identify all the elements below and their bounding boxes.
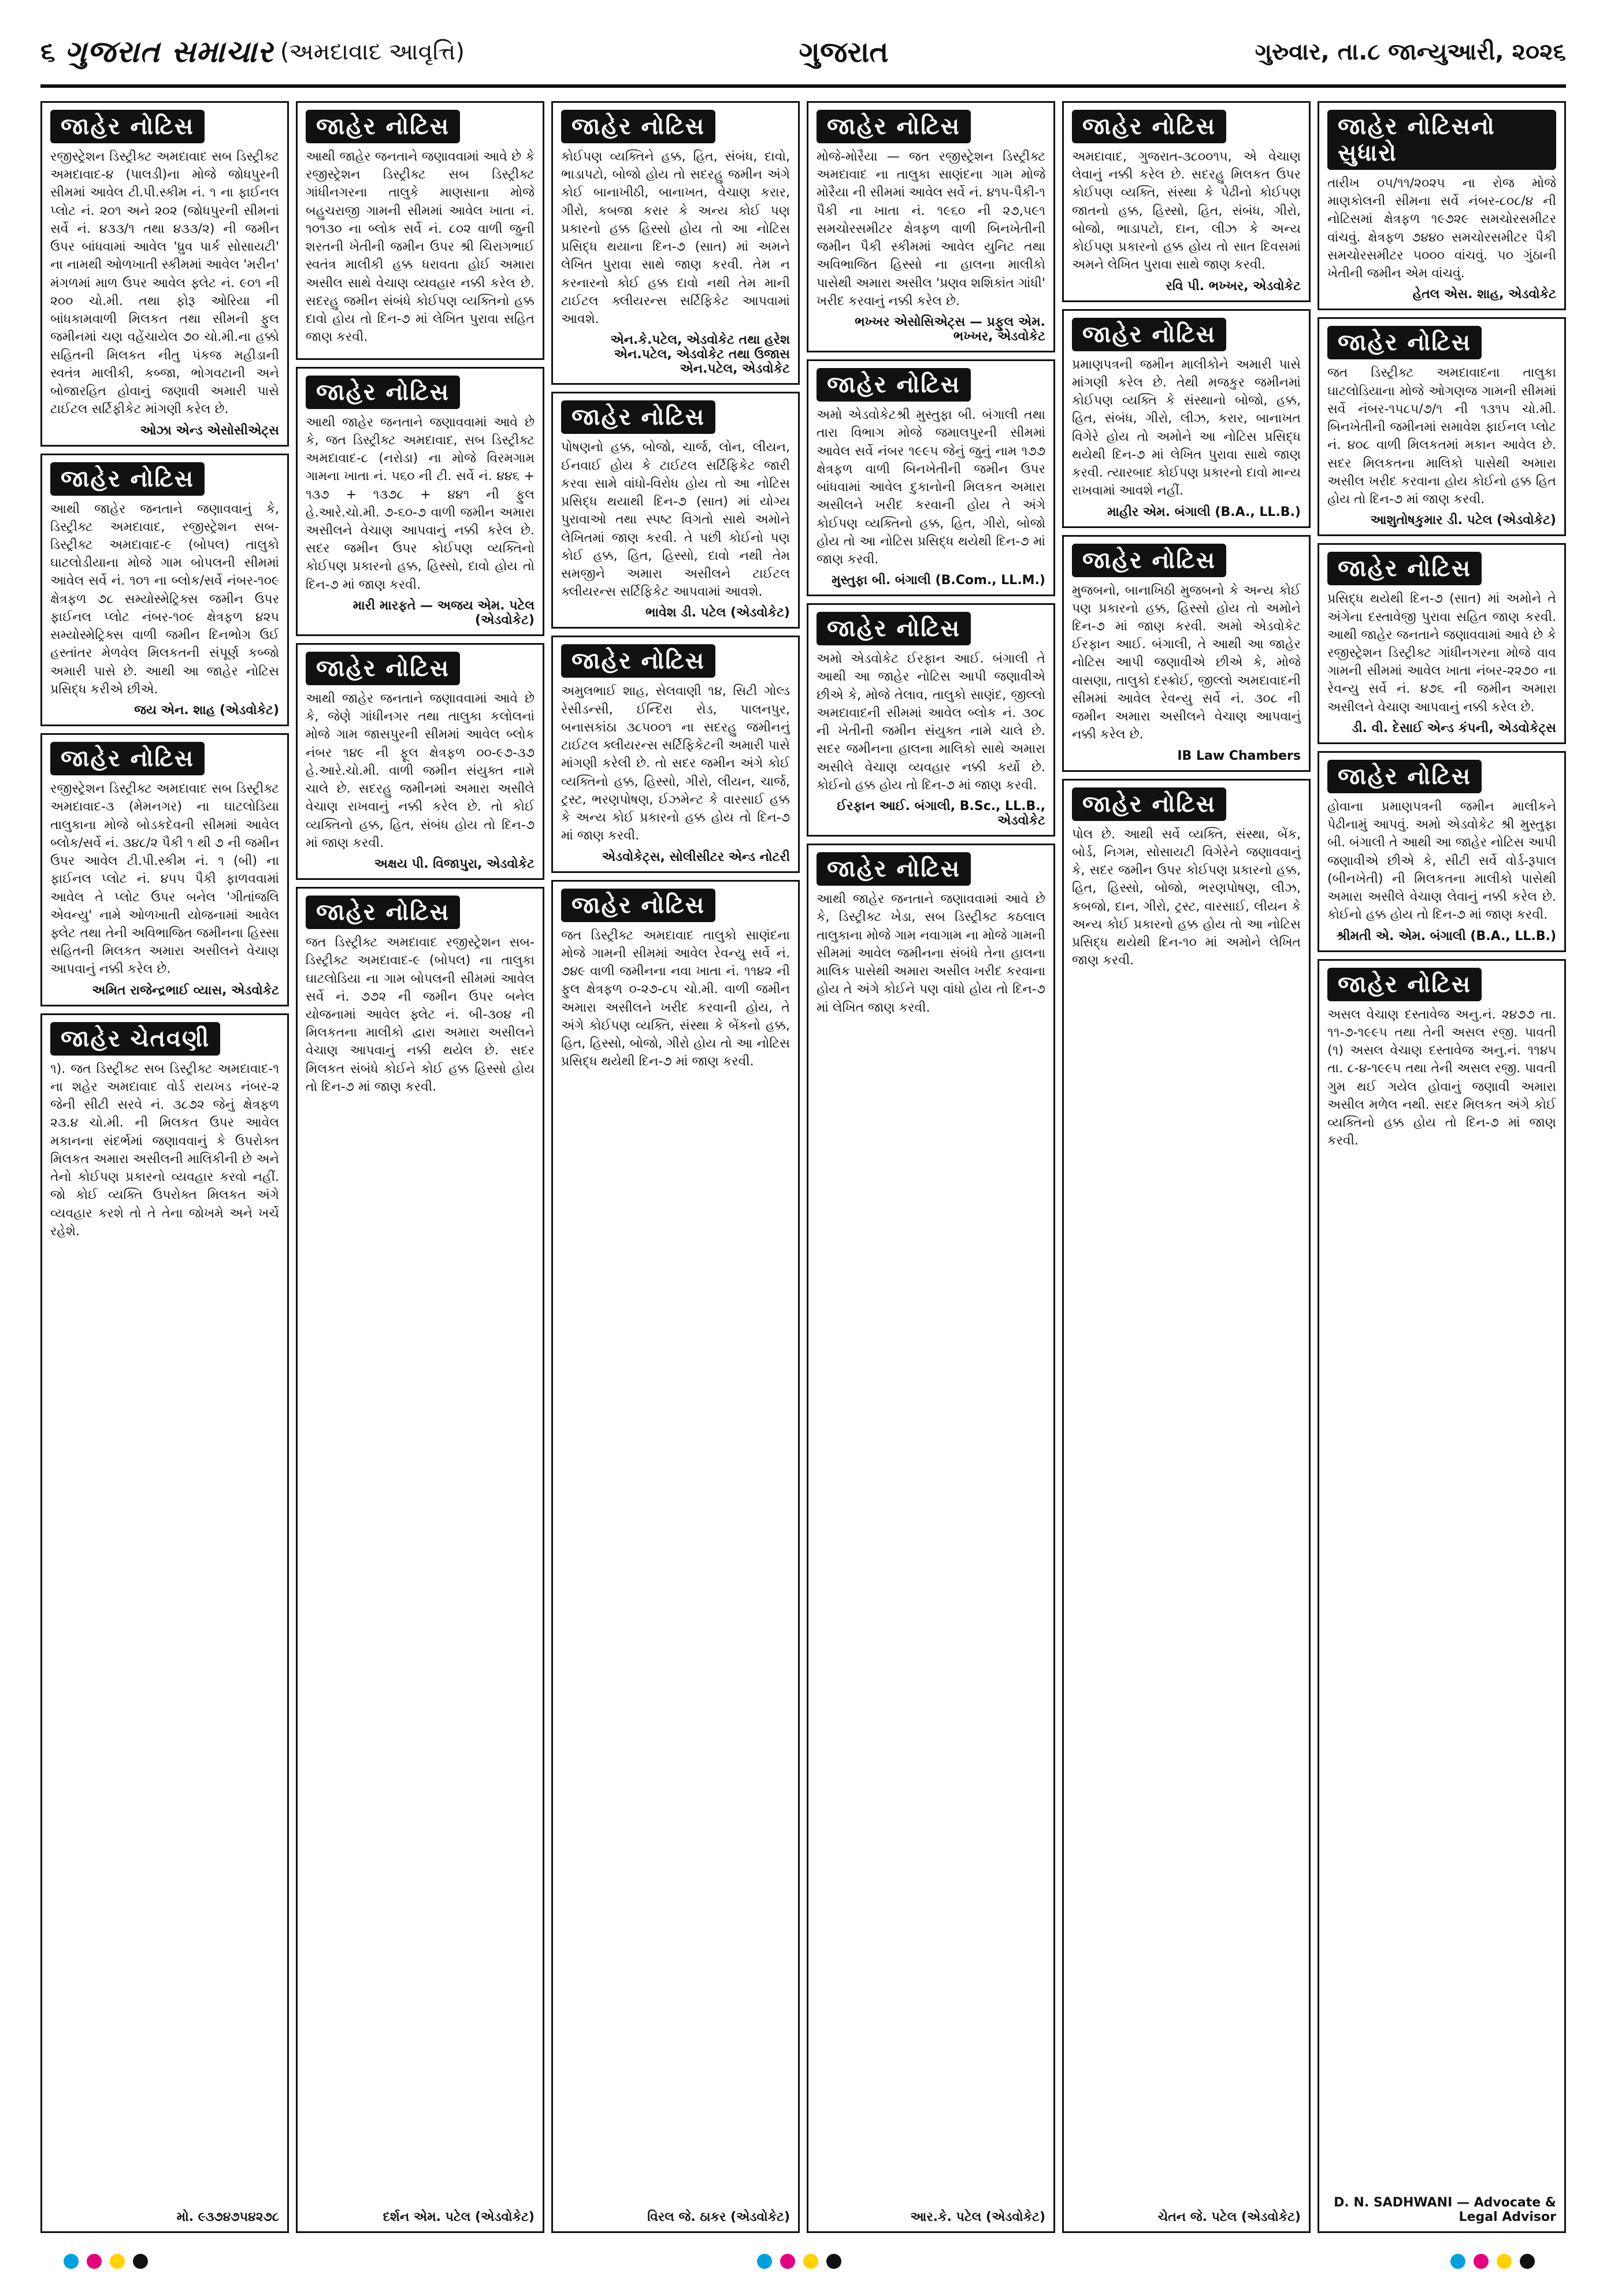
notice-body: જત ડિસ્ટ્રીક્ટ અમદાવાદ રજીસ્ટ્રેશન સબ-ડિસ્ટ્રીક્ટ અમદાવાદ-૯ (બોપલ) ના તાલુકા ઘાટલોડિયા ના ગામ બોપલની સીમમાં આવેલ સર્વે નં. ૭૭૨ ની જમીન ઉપર બનેલ યોજનામાં આવેલ ફ્લેટ નં. બી-૩૦૪ ની મિલકતના માલીકો દ્વારા અમારા અસીલને વેચાણ આપવાનું નક્કી થયેલ છે. સદર મિલકત સંબંધે કોઈને કોઈ હક્ક હિસ્સો હોય તો દિન-૭ માં જાણ કરવી. bbox=[306, 935, 535, 1094]
notice-body: અમુલભાઈ શાહ, સેલવાણી ૧૪, સિટી ગોલ્ડ રેસીડન્સી, ઈન્દિરા રોડ, પાલનપુર, બનાસકાંઠા ૩૮૫૦૦૧ ના સદરહુ જમીનનું ટાઈટલ ક્લીયરન્સ સર્ટિફિકેટની અમારી પાસે માંગણી કરેલી છે. તો સદર જમીન અંગે કોઈ વ્યક્તિનો હક્ક, હિસ્સો, ગીરો, લીયન, ચાર્જ, ટ્રસ્ટ, ભરણપોષણ, ઈઝમેન્ટ કે વારસાઈ હક્ક કે અન્ય કોઈ પ્રકારનો હક્ક હોય તો દિન-૭ માં જાણ કરવી. bbox=[561, 684, 790, 844]
notices-grid bbox=[40, 101, 1566, 2233]
notice-signature: વિરલ જે. ઠાકર (એડવોકેટ) bbox=[647, 2210, 790, 2224]
column-6 bbox=[1318, 101, 1566, 2233]
notice-heading: જાહેર નોટિસ bbox=[1072, 318, 1226, 351]
notice-signature: એન.કે.પટેલ, એડવોકેટ તથા હરેશ એન.પટેલ, એડવોકેટ તથા ઉજાસ એન.પટેલ, એડવોકેટ bbox=[610, 333, 790, 377]
notice bbox=[40, 733, 289, 1006]
notice-body: તારીખ ૦૫/૧૧/૨૦૨૫ ના રોજ મોજે માણકોલની સીમના સર્વે નંબર-૮૦૮/૪ ની નોટિસમાં ક્ષેત્રફળ ૧૯૭૨૯ સમચોરસમીટર વાંચવું. ક્ષેત્રફળ ૭૪૪૦ સમચોરસમીટર પૈકી સમચોરસમીટર ૫૦૦૦ વાંચવું. ૫૦ ગુંઠાની ખેતીની જમીન એમ વાંચવું. bbox=[1327, 176, 1556, 281]
notice-signature: મુસ્તુફા બી. બંગાલી (B.Com., LL.M.) bbox=[832, 573, 1045, 588]
notice-heading: જાહેર નોટિસ bbox=[561, 644, 715, 678]
notice-body: આથી જાહેર જનતાને જણાવવામાં આવે છે કે, ડિસ્ટ્રીક્ટ ખેડા, સબ ડિસ્ટ્રીક્ટ કઠલાલ તાલુકાના મોજે ગામ નવાગામ ના મોજે ગામની સીમમાં આવેલ જમીનના સંબંધે તેના હાલના માલિક પાસેથી અમારા અસીલ ખરીદ કરવાના હોય તે અંગે કોઈને પણ વાંધો હોય તો દિન-૭ માં લેખિત જાણ કરવી. bbox=[817, 892, 1045, 1015]
notice-heading: જાહેર નોટિસ bbox=[50, 110, 205, 143]
notice-signature: મારી મારફતે — અજય એમ. પટેલ (એડવોકેટ) bbox=[352, 598, 535, 627]
notice bbox=[296, 887, 544, 2233]
registration-dot bbox=[1520, 2254, 1535, 2269]
notice-heading: જાહેર નોટિસ bbox=[1072, 544, 1226, 577]
column-1 bbox=[40, 101, 289, 2233]
notice-body: આથી જાહેર જનતાને જણાવવામાં આવે છે કે, જેણે ગાંધીનગર તથા તાલુકા કલોલનાં મોજે ગામ જાસપુરની સીમમાં આવેલ બ્લોક નંબર ૧૪૯ ની ફૂલ ક્ષેત્રફળ ૦૦-૯૭-૩૭ હે.આરે.ચો.મી. વાળી જમીન સંયુક્ત નામે ચાલે છે. સદરહુ જમીનમાં અમારા અસીલે વેચાણ રાખવાનું નક્કી કરેલ છે. તો કોઈ વ્યક્તિનો હક્ક, હિત, સંબંધ હોય તો દિન-૭ માં જાણ કરવી. bbox=[306, 691, 535, 850]
notice-signature: રવિ પી. ભખ્ખર, એડવોકેટ bbox=[1166, 278, 1301, 293]
notice-heading: જાહેર નોટિસ bbox=[817, 852, 971, 886]
notice-heading: જાહેર નોટિસ bbox=[1327, 326, 1482, 359]
notice-signature: ભાવેશ ડી. પટેલ (એડવોકેટ) bbox=[645, 605, 790, 621]
notice-body: અમો એડવોકેટશ્રી મુસ્તુફા બી. બંગાલી તથા તારા વિભાગ મોજે જમાલપુરની સીમમાં આવેલ સર્વે નંબર ૧૯૯૫ જેનું જુનું નામ ૧૭૭ ક્ષેત્રફળ વાળી બિનખેતીની જમીન ઉપર બાંધવામાં આવેલ દુકાનોની મિલકત અમારા અસીલને ખરીદ કરવાની હોય તે અંગે કોઈપણ વ્યક્તિનો હક્ક, હિત, ગીરો, બોજો હોય તો આ નોટિસ પ્રસિદ્ધ થયેથી દિન-૭ માં જાણ કરવી. bbox=[817, 408, 1045, 567]
notice-body: મોજે-મોરૈયા — જત રજીસ્ટ્રેશન ડિસ્ટ્રીક્ટ અમદાવાદ ના તાલુકા સાણંદના ગામ મોજે મોરૈયા ની સીમમાં આવેલ સર્વે નં. ૪૧૫-પૈકી-૧ પૈકી ના ખાતા નં. ૧૯૬૦ ની ૨૭,૫૯૧ સમચોરસમીટર ક્ષેત્રફળ વાળી બિનખેતીની જમીન પૈકી સ્કીમમાં આવેલ યુનિટ તથા અવિભાજિત હિસ્સો ના હાલના માલીકો પાસેથી અમારા અસીલ 'પ્રણવ શશિકાંત ગાંધી' ખરીદ કરવાનું નક્કી કરેલ છે. bbox=[817, 150, 1045, 309]
notice-signature: અક્ષય પી. વિજાપુરા, એડવોકેટ bbox=[374, 857, 535, 872]
notice-signature: ઈરફાન આઈ. બંગાલી, B.Sc., LL.B., એડવોકેટ bbox=[837, 799, 1045, 829]
notice-body: જત ડિસ્ટ્રીક્ટ અમદાવાદના તાલુકા ઘાટલોડિયાના મોજે ઓગણજ ગામની સીમમાં સર્વે નંબર-૧૫૮૫/૭/૧ ની ૧૩૧૫ ચો.મી. બિનખેતીની જમીનમાં સમાવેશ ફાઈનલ પ્લોટ નં. ૪૦૮ વાળી મિલકતમાં મકાન આવેલ છે. સદર મિલકતના માલિકો પાસેથી અમારા અસીલ ખરીદ કરવાના હોય કોઈનો હક્ક હિત હોય તો દિન-૭ માં જાણ કરવી. bbox=[1327, 366, 1556, 507]
column-4 bbox=[807, 101, 1055, 2233]
notice bbox=[1318, 101, 1566, 310]
notice-body: આથી જાહેર જનતાને જણાવવામાં આવે છે કે રજીસ્ટ્રેશન ડિસ્ટ્રીક્ટ સબ ડિસ્ટ્રીક્ટ ગાંધીનગરના તાલુકે માણસાના મોજે બહુચરાજી ગામની સીમમાં આવેલ ખાતા નં. ૧૦૧૩૦ ના બ્લોક સર્વે નં. ૮૦૨ વાળી જુની શરતની ખેતીની જમીન ઉપર શ્રી ચિરાગભાઈ સ્વતંત્ર માલીકી હક્ક ધરાવતા હોઈ અમારા અસીલ સાથે વેચાણ વ્યવહાર નક્કી કરેલ છે. સદરહુ જમીન સંબંધે કોઈપણ વ્યક્તિનો હક્ક દાવો હોય તો દિન-૭ માં લેખિત પુરાવા સહિત જાણ કરવી. bbox=[306, 150, 535, 345]
notice-heading: જાહેર નોટિસ bbox=[50, 742, 205, 775]
notice-signature: અમિત રાજેન્દ્રભાઈ વ્યાસ, એડવોકેટ bbox=[92, 983, 279, 998]
notice-body: પ્રમાણપત્રની જમીન માલીકોને અમારી પાસે માંગણી કરેલ છે. તેથી મજકુર જમીનમાં કોઈપણ વ્યક્તિ કે સંસ્થાનો બોજો, હક્ક, હિત, સંબંધ, ગીરો, લીઝ, કરાર, બાનાખત વિગેરે હોય તો અમોને આ નોટિસ પ્રસિદ્ધ થયેથી દિન-૭ માં લેખિત પુરાવા સાથે જાણ કરવી. ત્યારબાદ કોઈપણ પ્રકારનો દાવો માન્ય રાખવામાં આવશે નહીં. bbox=[1072, 357, 1301, 499]
issue-date: ગુરુવાર, તા.૮ જાન્યુઆરી, ૨૦૨૬ bbox=[1255, 39, 1566, 65]
notice bbox=[1318, 751, 1566, 952]
edition-label: (અમદાવાદ આવૃત્તિ) bbox=[280, 39, 465, 65]
masthead-rule bbox=[40, 84, 1566, 88]
registration-dot bbox=[1450, 2254, 1465, 2269]
notice-heading: જાહેર નોટિસ bbox=[817, 368, 971, 402]
notice-heading: જાહેર નોટિસ bbox=[50, 462, 205, 496]
notice-heading: જાહેર નોટિસ bbox=[817, 110, 971, 143]
notice-signature: જય એન. શાહ (એડવોકેટ) bbox=[134, 703, 279, 718]
notice bbox=[807, 844, 1055, 2233]
registration-dot bbox=[110, 2254, 125, 2269]
notice-body: જત ડિસ્ટ્રીક્ટ અમદાવાદ તાલુકો સાણંદના મોજે ગામની સીમમાં આવેલ રેવન્યુ સર્વે નં. ૭૪૯ વાળી જમીનના નવા ખાતા નં. ૧૧૪૨ ની ફુલ ક્ષેત્રફળ ૦-૨૭-૮૫ ચો.મી. વાળી જમીન અમારા અસીલને ખરીદ કરવાની હોય, તે અંગે કોઈપણ વ્યક્તિ, સંસ્થા કે બેંકનો હક્ક, હિત, હિસ્સો, બોજો, ગીરો હોય તો આ નોટિસ પ્રસિદ્ધ થયેથી દિન-૭ માં જાણ કરવી. bbox=[561, 928, 790, 1069]
registration-dot bbox=[757, 2254, 772, 2269]
notice-heading: જાહેર નોટિસ bbox=[306, 652, 460, 685]
column-3 bbox=[551, 101, 800, 2233]
notice-body: હોવાના પ્રમાણપત્રની જમીન માલીકને પેઢીનામું આપવું. અમો એડવોકેટ શ્રી મુસ્તુફા બી. બંગાલી તે આથી આ જાહેર નોટિસ આપી જણાવીએ છીએ કે, સીટી સર્વે વોર્ડ-રૂપાલ (બીનખેતી) ની મિલકતના માલીકો પાસેથી અમારા અસીલે વેચાણ લેવાનું નક્કી કરેલ છે. કોઈનો હક્ક હોય તો દિન-૭ માં જાણ કરવી. bbox=[1327, 799, 1556, 923]
notice bbox=[1062, 779, 1311, 2233]
notice bbox=[1062, 535, 1311, 772]
notice-body: અસલ વેચાણ દસ્તાવેજ અનુ.નં. ૨૪૭૭ તા. ૧૧-૭-૧૯૯૫ તથા તેની અસલ રજી. પાવતી (૧) અસલ વેચાણ દસ્તાવેજ અનુ.નં. ૧૧૪૫ તા. ૮-૪-૧૯૯૫ તથા તેની અસલ રજી. પાવતી ગુમ થઈ ગયેલ હોવાનું જણાવી અમારા અસીલ મળેલ નથી. સદર મિલકત અંગે કોઈ વ્યક્તિનો હક્ક હોય તો દિન-૭ માં જાણ કરવી. bbox=[1327, 1007, 1556, 1149]
notice-heading: જાહેર નોટિસ bbox=[306, 110, 460, 143]
notice-heading: જાહેર નોટિસનો સુધારો bbox=[1327, 110, 1556, 170]
notice bbox=[1318, 543, 1566, 744]
notice bbox=[551, 636, 800, 872]
notice bbox=[807, 603, 1055, 837]
notice-body: મુજબનો, બાનાખિઠી મુજબનો કે અન્ય કોઈ પણ પ્રકારનો હક્ક, હિસ્સો હોય તો અમોને દિન-૭ માં જાણ કરવી. અમો એડવોકેટ ઈરફાન આઈ. બંગાલી, તે આથી આ જાહેર નોટિસ આપી જણાવીએ છીએ કે, મોજે વાસણા, તાલુકો દસ્ક્રોઈ, જીલ્લો અમદાવાદની સીમમાં આવેલ રેવન્યુ સર્વે નં. ૩૦૮ ની જમીન અમારા અસીલને વેચાણ આપવાનું નક્કી કરેલ છે. bbox=[1072, 583, 1301, 742]
registration-dot bbox=[1474, 2254, 1489, 2269]
notice-heading: જાહેર નોટિસ bbox=[1327, 760, 1482, 793]
notice-body: આથી જાહેર જનતાને જણાવવાનું કે, ડિસ્ટ્રીક્ટ અમદાવાદ, રજીસ્ટ્રેશન સબ-ડિસ્ટ્રીક્ટ અમદાવાદ-૯ (બોપલ) તાલુકો ઘાટલોડીયાના મોજે ગામ બોપલની સીમમાં આવેલ સર્વે નં. ૧૦૧ ના બ્લોક/સર્વે નંબર-૧૦૯ ક્ષેત્રફળ ૭૮ સમ્યોસ્મેટ્રિક્સ જમીન ઉપર ફાઈનલ પ્લોટ નંબર-૧૦૯ ક્ષેત્રફળ ૪૨૫ સમ્યોસ્મેટ્રિક્સ વાળી જમીન દિનભોગ ઉઈ હસ્તાંતર મેળવેલ મિલકતની સંપૂર્ણ કબ્જો અમારી પાસે છે. આથી આ જાહેર નોટિસ પ્રસિદ્ધ કરીએ છીએ. bbox=[50, 501, 279, 697]
registration-dot bbox=[780, 2254, 795, 2269]
notice-signature: આશુતોષકુમાર ડી. પટેલ (એડવોકેટ) bbox=[1370, 513, 1556, 528]
notice-heading: જાહેર નોટિસ bbox=[561, 110, 715, 143]
notice bbox=[40, 1013, 289, 2233]
notice bbox=[1062, 101, 1311, 302]
notice bbox=[296, 101, 544, 360]
notice bbox=[40, 101, 289, 447]
page-number: ૬ bbox=[40, 36, 55, 67]
notice-signature: હેતલ એસ. શાહ, એડવોકેટ bbox=[1412, 287, 1556, 302]
masthead bbox=[40, 23, 1566, 81]
notice-signature: D. N. SADHWANI — Advocate & Legal Advisor bbox=[1334, 2195, 1556, 2224]
notice-signature: ડી. વી. દેસાઈ એન્ડ કંપની, એડવોકેટ્સ bbox=[1352, 720, 1556, 735]
notice-heading: જાહેર નોટિસ bbox=[561, 400, 715, 434]
column-5 bbox=[1062, 101, 1311, 2233]
notice-signature: ભખ્ખર એસોસિએટ્સ — પ્રફુલ એમ. ભખ્ખર, એડવોકેટ bbox=[855, 315, 1045, 344]
notice-body: પોલ છે. આથી સર્વે વ્યક્તિ, સંસ્થા, બેંક, બોર્ડ, નિગમ, સોસાયટી વિગેરેને જણાવવાનું કે, સદર જમીન ઉપર કોઈપણ પ્રકારનો હક્ક, હિત, હિસ્સો, બોજો, ભરણપોષણ, લીઝ, કબજો, દાન, ગીરો, ટ્રસ્ટ, વારસાઈ, લીયન કે અન્ય કોઈ પ્રકારનો હક્ક હોય તો આ નોટિસ પ્રસિદ્ધ થયેથી દિન-૧૦ માં અમોને લેખિત જાણ કરવી. bbox=[1072, 827, 1301, 968]
notice-heading: જાહેર નોટિસ bbox=[1072, 787, 1226, 821]
registration-dot bbox=[803, 2254, 818, 2269]
masthead-left bbox=[40, 23, 465, 81]
notice bbox=[551, 392, 800, 629]
notice-heading: જાહેર નોટિસ bbox=[1327, 552, 1482, 585]
registration-dot bbox=[1497, 2254, 1512, 2269]
notice bbox=[1318, 959, 1566, 2233]
notice bbox=[807, 359, 1055, 596]
notice-heading: જાહેર નોટિસ bbox=[1072, 110, 1226, 143]
notice-body: પ્રસિદ્ધ થયેથી દિન-૭ (સાત) માં અમોને તે અંગેના દસ્તાવેજી પુરાવા સહિત જાણ કરવી. આથી જાહેર જનતાને જણાવવામાં આવે છે કે રજીસ્ટ્રેશન ડિસ્ટ્રીક્ટ ગાંધીનગરના મોજે વાવ ગામની સીમમાં આવેલ ખાતા નંબર-૨૨૭૦ ના રેવન્યુ સર્વે નં. ૪૭૬ ની જમીન અમારા અસીલને વેચાણ આપવાનું નક્કી કરેલ છે. bbox=[1327, 592, 1556, 715]
notice-body: કોઈપણ વ્યક્તિને હક્ક, હિત, સંબંધ, દાવો, ભાડાપટો, બોજો હોય તો સદરહુ જમીન અંગે કોઈ બાનાખીઠી, બાનાખત, વેચાણ કરાર, ગીરો, કબજા કરાર કે અન્ય કોઈ પણ પ્રકારનો હક્ક હિસ્સો હોય તો આ નોટિસ પ્રસિદ્ધ થયાના દિન-૭ (સાત) માં અમને લેખિત પુરાવા સાથે જાણ કરવી. તેમ ન કરનારનો કોઈ હક્ક દાવો નથી તેમ માની ટાઈટલ ક્લીયરન્સ સર્ટિફિકેટ આપવામાં આવશે. bbox=[561, 150, 790, 327]
notice-heading: જાહેર નોટિસ bbox=[306, 376, 460, 409]
registration-marks bbox=[40, 2244, 1566, 2279]
notice-signature: ચેતન જે. પટેલ (એડવોકેટ) bbox=[1157, 2210, 1301, 2224]
notice-body: અમો એડવોકેટ ઈરફાન આઈ. બંગાલી તે આથી આ જાહેર નોટિસ આપી જણાવીએ છીએ કે, મોજે તેલાવ, તાલુકો સાણંદ, જીલ્લો અમદાવાદની સીમમાં આવેલ બ્લોક નં. ૩૦૮ ની ખેતીની જમીન સંયુક્ત નામે ચાલે છે. સદર જમીનના હાલના માલિકો સાથે અમારા અસીલે વેચાણ વ્યવહાર નક્કી કર્યો છે. કોઈનો હક્ક હોય તો દિન-૭ માં જાણ કરવી. bbox=[817, 652, 1045, 793]
notice-signature: IB Law Chambers bbox=[1177, 748, 1301, 763]
notice-heading: જાહેર નોટિસ bbox=[817, 612, 971, 645]
registration-dot bbox=[87, 2254, 102, 2269]
notice bbox=[807, 101, 1055, 352]
notice-body: ૧). જત ડિસ્ટ્રીક્ટ સબ ડિસ્ટ્રીક્ટ અમદાવાદ-૧ ના શહેર અમદાવાદ વોર્ડ રાયખડ નંબર-૨ જેની સીટી સરવે નં. ૩૮૭૨ જેનું ક્ષેત્રફળ ૨૩.૪ ચો.મી. ની મિલકત ઉપર આવેલ મકાનના સંદર્ભમાં જણાવવાનું કે ઉપરોક્ત મિલકત અમારા અસીલની માલિકીની છે અને તેનો કોઈપણ પ્રકારનો વ્યવહાર કરવો નહીં. જો કોઈ વ્યક્તિ ઉપરોક્ત મિલકત અંગે વ્યવહાર કરશે તો તે તેના જોખમે અને ખર્ચે રહેશે. bbox=[50, 1061, 279, 1239]
column-2 bbox=[296, 101, 544, 2233]
notice bbox=[1318, 317, 1566, 536]
registration-dot bbox=[133, 2254, 148, 2269]
notice bbox=[551, 880, 800, 2233]
paper-name: ગુજરાત સમાચાર bbox=[64, 34, 273, 69]
registration-dot bbox=[826, 2254, 841, 2269]
notice-body: પોષણનો હક્ક, બોજો, ચાર્જ, લોન, લીયન, ઈનવાઈ હોય કે ટાઈટલ સર્ટિફિકેટ જારી કરવા સામે વાંધો-વિરોધ હોય તો આ નોટિસ પ્રસિદ્ધ થયાથી દિન-૭ (સાત) માં યોગ્ય પુરાવાઓ તથા સ્પષ્ટ વિગતો સાથે અમોને લેખિતમાં જાણ કરવી. તે પછી કોઈનો પણ કોઈ હક્ક, હિત, હિસ્સો, દાવો નથી તેમ સમજીને અમારા અસીલને ટાઈટલ ક્લીયરન્સ સર્ટિફિકેટ આપવામાં આવશે. bbox=[561, 440, 790, 600]
notice bbox=[40, 454, 289, 727]
notice-body: રજીસ્ટ્રેશન ડિસ્ટ્રીક્ટ અમદાવાદ સબ ડિસ્ટ્રીક્ટ અમદાવાદ-૪ (પાલડી)ના મોજે જોધપુરની સીમમાં આવેલ ટી.પી.સ્કીમ નં. ૧ ના ફાઈનલ પ્લોટ નં. ૨૦૧ અને ૨૦૨ (જોધપુરની સીમનાં સર્વે નં. ૪૩૩/૧ તથા ૪૩૩/૨) ની જમીન ઉપર બાંધવામાં આવેલ 'ધ્રુવ પાર્ક સોસાયટી' ના નામથી ઓળખાતી સ્કીમમાં આવેલ 'મરીન' મંગળમાં માળ ઉપર આવેલ ફ્લેટ નં. ૯૦૧ ની ૨૦૦ ચો.મી. તથા ફોરૂ ઓરિયા ની બાંધકામવાળી મિલકત તથા સીમની ફુલ જમીનમાં ચણ વહેંચાયેલ ૭૦ ચો.મી.ના હક્કો સહિતની મિલકત નીતુ પંકજ મહીડાની સ્વતંત્ર માલીકી, કબ્જા, ભોગવટાની અને બોજારહિત હોવાનું જણાવી અમારી પાસે ટાઈટલ સર્ટિફીકેટ માંગણી કરેલ છે. bbox=[50, 150, 279, 417]
notice-body: આથી જાહેર જનતાને જણાવવામાં આવે છે કે, જત ડિસ્ટ્રીક્ટ અમદાવાદ, સબ ડિસ્ટ્રીક્ટ અમદાવાદ-૮ (નરોડા) ના મોજે વિરમગામ ગામના ખાતા નં. ૫૬૦ ની ટી. સર્વે નં. ૪૪૬ + ૧૩૭ + ૧૩૭૮ + ૪૪૧ ની ફુલ હે.આરે.ચો.મી. ૭-૬૦-૭ વાળી જમીન અમારા અસીલને વેચાણ આપવાનું નક્કી કરેલ છે. સદર જમીન ઉપર કોઈપણ વ્યક્તિનો કોઈપણ પ્રકારનો હક્ક, હિસ્સો, દાવો હોય તો દિન-૭ માં જાણ કરવી. bbox=[306, 415, 535, 592]
notice-signature: મો. ૯૩૭૪૭૫૪૨૭૮ bbox=[176, 2210, 279, 2224]
notice-signature: શ્રીમતી એ. એમ. બંગાલી (B.A., LL.B.) bbox=[1336, 928, 1556, 943]
notice bbox=[296, 367, 544, 636]
notice-heading: જાહેર નોટિસ bbox=[1327, 968, 1482, 1001]
notice-heading: જાહેર નોટિસ bbox=[306, 896, 460, 929]
notice-heading: જાહેર ચેતવણી bbox=[50, 1022, 220, 1056]
notice-body: અમદાવાદ, ગુજરાત-૩૮૦૦૧૫, એ વેચાણ લેવાનું નક્કી કરેલ છે. સદરહુ મિલકત ઉપર કોઈપણ વ્યક્તિ, સંસ્થા કે પેઢીનો કોઈપણ જાતનો હક્ક, હિસ્સો, હિત, સંબંધ, ગીરો, બોજો, ભાડાપટો, દાન, લીઝ કે અન્ય કોઈપણ પ્રકારનો હક્ક હોય તો સાત દિવસમાં અમને લેખિત પુરાવા સાથે જાણ કરવી. bbox=[1072, 150, 1301, 273]
notice bbox=[296, 643, 544, 880]
notice-heading: જાહેર નોટિસ bbox=[561, 889, 715, 922]
notice-signature: માહીર એમ. બંગાલી (B.A., LL.B.) bbox=[1107, 504, 1301, 519]
notice-signature: આર.કે. પટેલ (એડવોકેટ) bbox=[910, 2210, 1045, 2224]
notice bbox=[1062, 309, 1311, 528]
section-title: ગુજરાત bbox=[799, 35, 889, 69]
notice-signature: એડવોકેટ્સ, સોલીસીટર એન્ડ નોટરી bbox=[602, 849, 790, 864]
registration-dot bbox=[64, 2254, 79, 2269]
notice-signature: ઓઝા એન્ડ એસોસીએટ્સ bbox=[140, 423, 279, 438]
notice-signature: દર્શન એમ. પટેલ (એડવોકેટ) bbox=[383, 2210, 535, 2224]
notice-body: રજીસ્ટ્રેશન ડિસ્ટ્રીક્ટ અમદાવાદ સબ ડિસ્ટ્રીક્ટ અમદાવાદ-૩ (મેમનગર) ના ઘાટલોડિયા તાલુકાના મોજે બોડકદેવની સીમમાં આવેલ બ્લોક/સર્વે નં. ૩૪૮/૨ પૈકી ૧ થી ૭ ની જમીન ઉપર આવેલ ટી.પી.સ્કીમ નં. ૧ (બી) ના ફાઈનલ પ્લોટ નં. ૪૫૫ પૈકી ફાળવવામાં આવેલ તે પ્લોટ ઉપર બનેલ 'ગીતાંજલિ એવન્યુ' નામે ઓળખાતી યોજનામાં આવેલ ફ્લેટ તથા તેની અવિભાજિત જમીનના હિસ્સા સહિતની મિલકત અમારા અસીલને વેચાણ આપવાનું નક્કી કરેલ છે. bbox=[50, 782, 279, 977]
notice bbox=[551, 101, 800, 385]
